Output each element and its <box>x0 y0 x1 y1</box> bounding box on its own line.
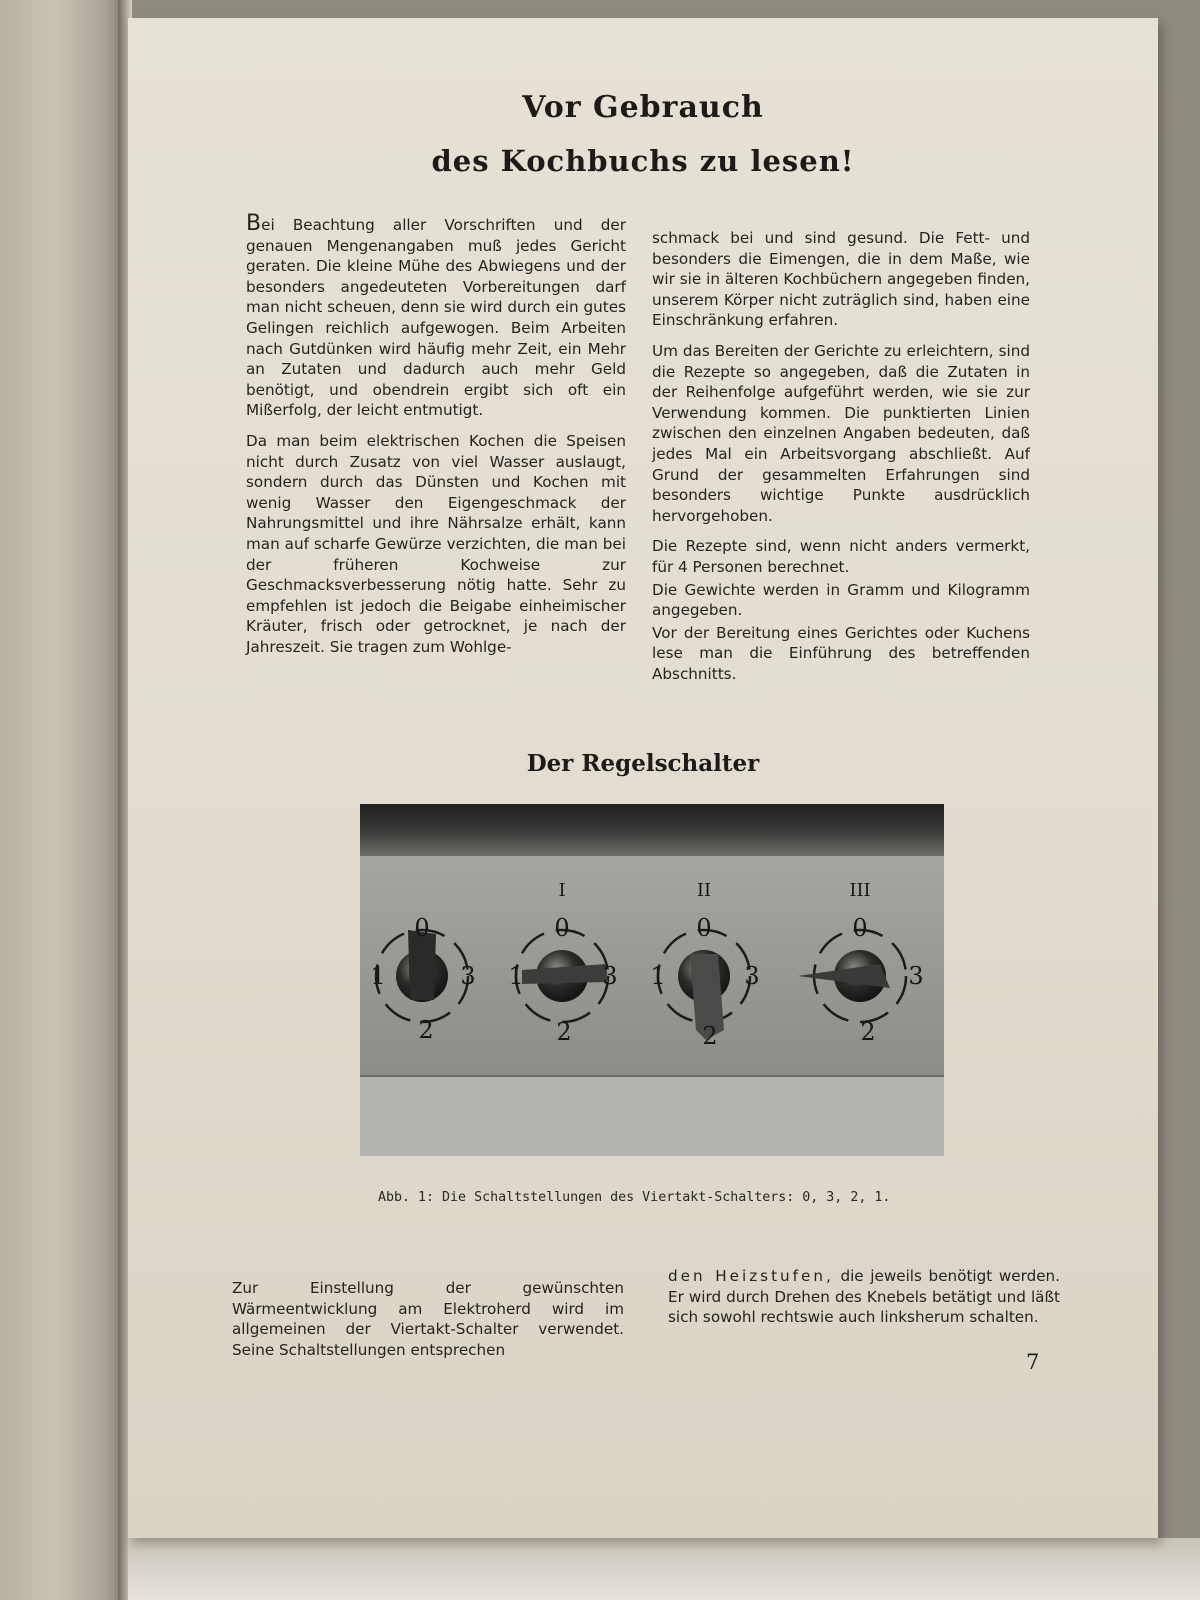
knob0-pos1: 1 <box>370 962 386 990</box>
paragraph-intro <box>246 211 626 421</box>
knob3-label: III <box>849 880 871 901</box>
paragraph-intro-text: ei Beachtung aller Vorschriften und der genauen Mengenangaben muß jedes Gericht geraten. Die kleine Mühe des Abwiegens und der besonders angedeuteten Vorbereitungen darf man nicht scheuen, denn sie wird durch ein gutes Gelingen reichlich aufgewogen. Beim Arbeiten nach Gutdünken wird häufig mehr Zeit, ein Mehr an Zutaten und dadurch auch mehr Geld benötigt, und obendrein ergibt sich oft ein Mißerfolg, der leicht entmutigt. <box>246 216 626 420</box>
paragraph-persons: Die Rezepte sind, wenn nicht anders vermerkt, für 4 Personen berechnet. <box>652 537 1030 576</box>
paragraph-weights: Die Gewichte werden in Gramm und Kilogramm angegeben. <box>652 580 1030 620</box>
knob3-pos0: 0 <box>852 914 868 942</box>
bottom-left-column <box>232 1278 624 1370</box>
knob3-pos2: 2 <box>860 1018 876 1046</box>
book-cover-left <box>0 0 125 1600</box>
book-page <box>128 18 1158 1538</box>
section-heading: Der Regelschalter <box>526 750 760 777</box>
figure-caption: Abb. 1: Die Schaltstellungen des Viertakt-Schalters: 0, 3, 2, 1. <box>378 1190 891 1205</box>
right-text-column <box>652 228 1030 694</box>
paragraph-recipes-order: Um das Bereiten der Gerichte zu erleichtern, sind die Rezepte so angegeben, daß die Zutaten in der Reihenfolge aufgeführt werden, wie sie zur Verwendung kommen. Die punktierten Linien zwischen den einzelnen Angaben bedeuten, daß jedes Mal ein Arbeitsvorgang abschließt. Auf Grund der gesammelten Erfahrungen sind besonders wichtige Punkte ausdrücklich hervorgehoben. <box>652 341 1030 525</box>
knob2-pos0: 0 <box>696 914 712 942</box>
knob1-label: I <box>558 880 566 901</box>
page-number: 7 <box>1026 1350 1040 1374</box>
left-text-column <box>246 211 626 667</box>
knob0-pos0: 0 <box>414 914 430 942</box>
knob1-pos3: 3 <box>602 962 618 990</box>
drop-cap: B <box>246 211 262 236</box>
paragraph-electric-cooking: Da man beim elektrischen Kochen die Speisen nicht durch Zusatz von viel Wasser auslaugt, sondern durch das Dünsten und Kochen mit wenig Wasser den Eigengeschmack der Nahrungsmittel und ihre Nährsalze erhält, kann man auf scharfe Gewürze verzichten, die man bei der früheren Kochweise zur Geschmacksverbesserung nötig hatte. Sehr zu empfehlen ist jedoch die Beigabe einheimischer Kräuter, frisch oder getrocknet, je nach der Jahreszeit. Sie tragen zum Wohlge- <box>246 431 626 656</box>
paragraph-introduction: Vor der Bereitung eines Gerichtes oder Kuchens lese man die Einführung des betreffenden Abschnitts. <box>652 623 1030 683</box>
paragraph-heating-levels <box>668 1266 1060 1328</box>
switch-panel-illustration <box>360 804 944 1156</box>
knob1-pos0: 0 <box>554 914 570 942</box>
knob0-pos2: 2 <box>418 1016 434 1044</box>
knob3-pos3: 3 <box>908 962 924 990</box>
knob2-pos3: 3 <box>744 962 760 990</box>
knob0-pos3: 3 <box>460 962 476 990</box>
paragraph-fat: schmack bei und sind gesund. Die Fett- und besonders die Eimengen, die in dem Maße, wie wir sie in älteren Kochbüchern angegeben finden, unserem Körper nicht zuträglich sind, haben eine Einschränkung erfahren. <box>652 229 1030 330</box>
bottom-right-column <box>668 1266 1060 1338</box>
knob1-pos1: 1 <box>508 962 524 990</box>
knob1-pos2: 2 <box>556 1018 572 1046</box>
page-title-line2: des Kochbuchs zu lesen! <box>431 144 855 178</box>
spaced-emphasis: den Heizstufen, <box>668 1267 834 1285</box>
knob2-pos1: 1 <box>650 962 666 990</box>
stove-switch-photo <box>360 804 944 1156</box>
table-surface <box>128 1538 1200 1600</box>
knob2-pos2: 2 <box>702 1022 718 1050</box>
knob2-label: II <box>696 880 712 901</box>
paragraph-setting: Zur Einstellung der gewünschten Wärmeentwicklung am Elektroherd wird im allgemeinen der Viertakt-Schalter verwendet. Seine Schaltstellungen entsprechen <box>232 1279 624 1359</box>
page-title-line1: Vor Gebrauch <box>522 90 764 125</box>
paragraph-heating-levels-text: die jeweils benötigt werden. Er wird durch Drehen des Knebels betätigt und läßt sich sowohl rechtswie auch linksherum schalten. <box>668 1267 1061 1327</box>
